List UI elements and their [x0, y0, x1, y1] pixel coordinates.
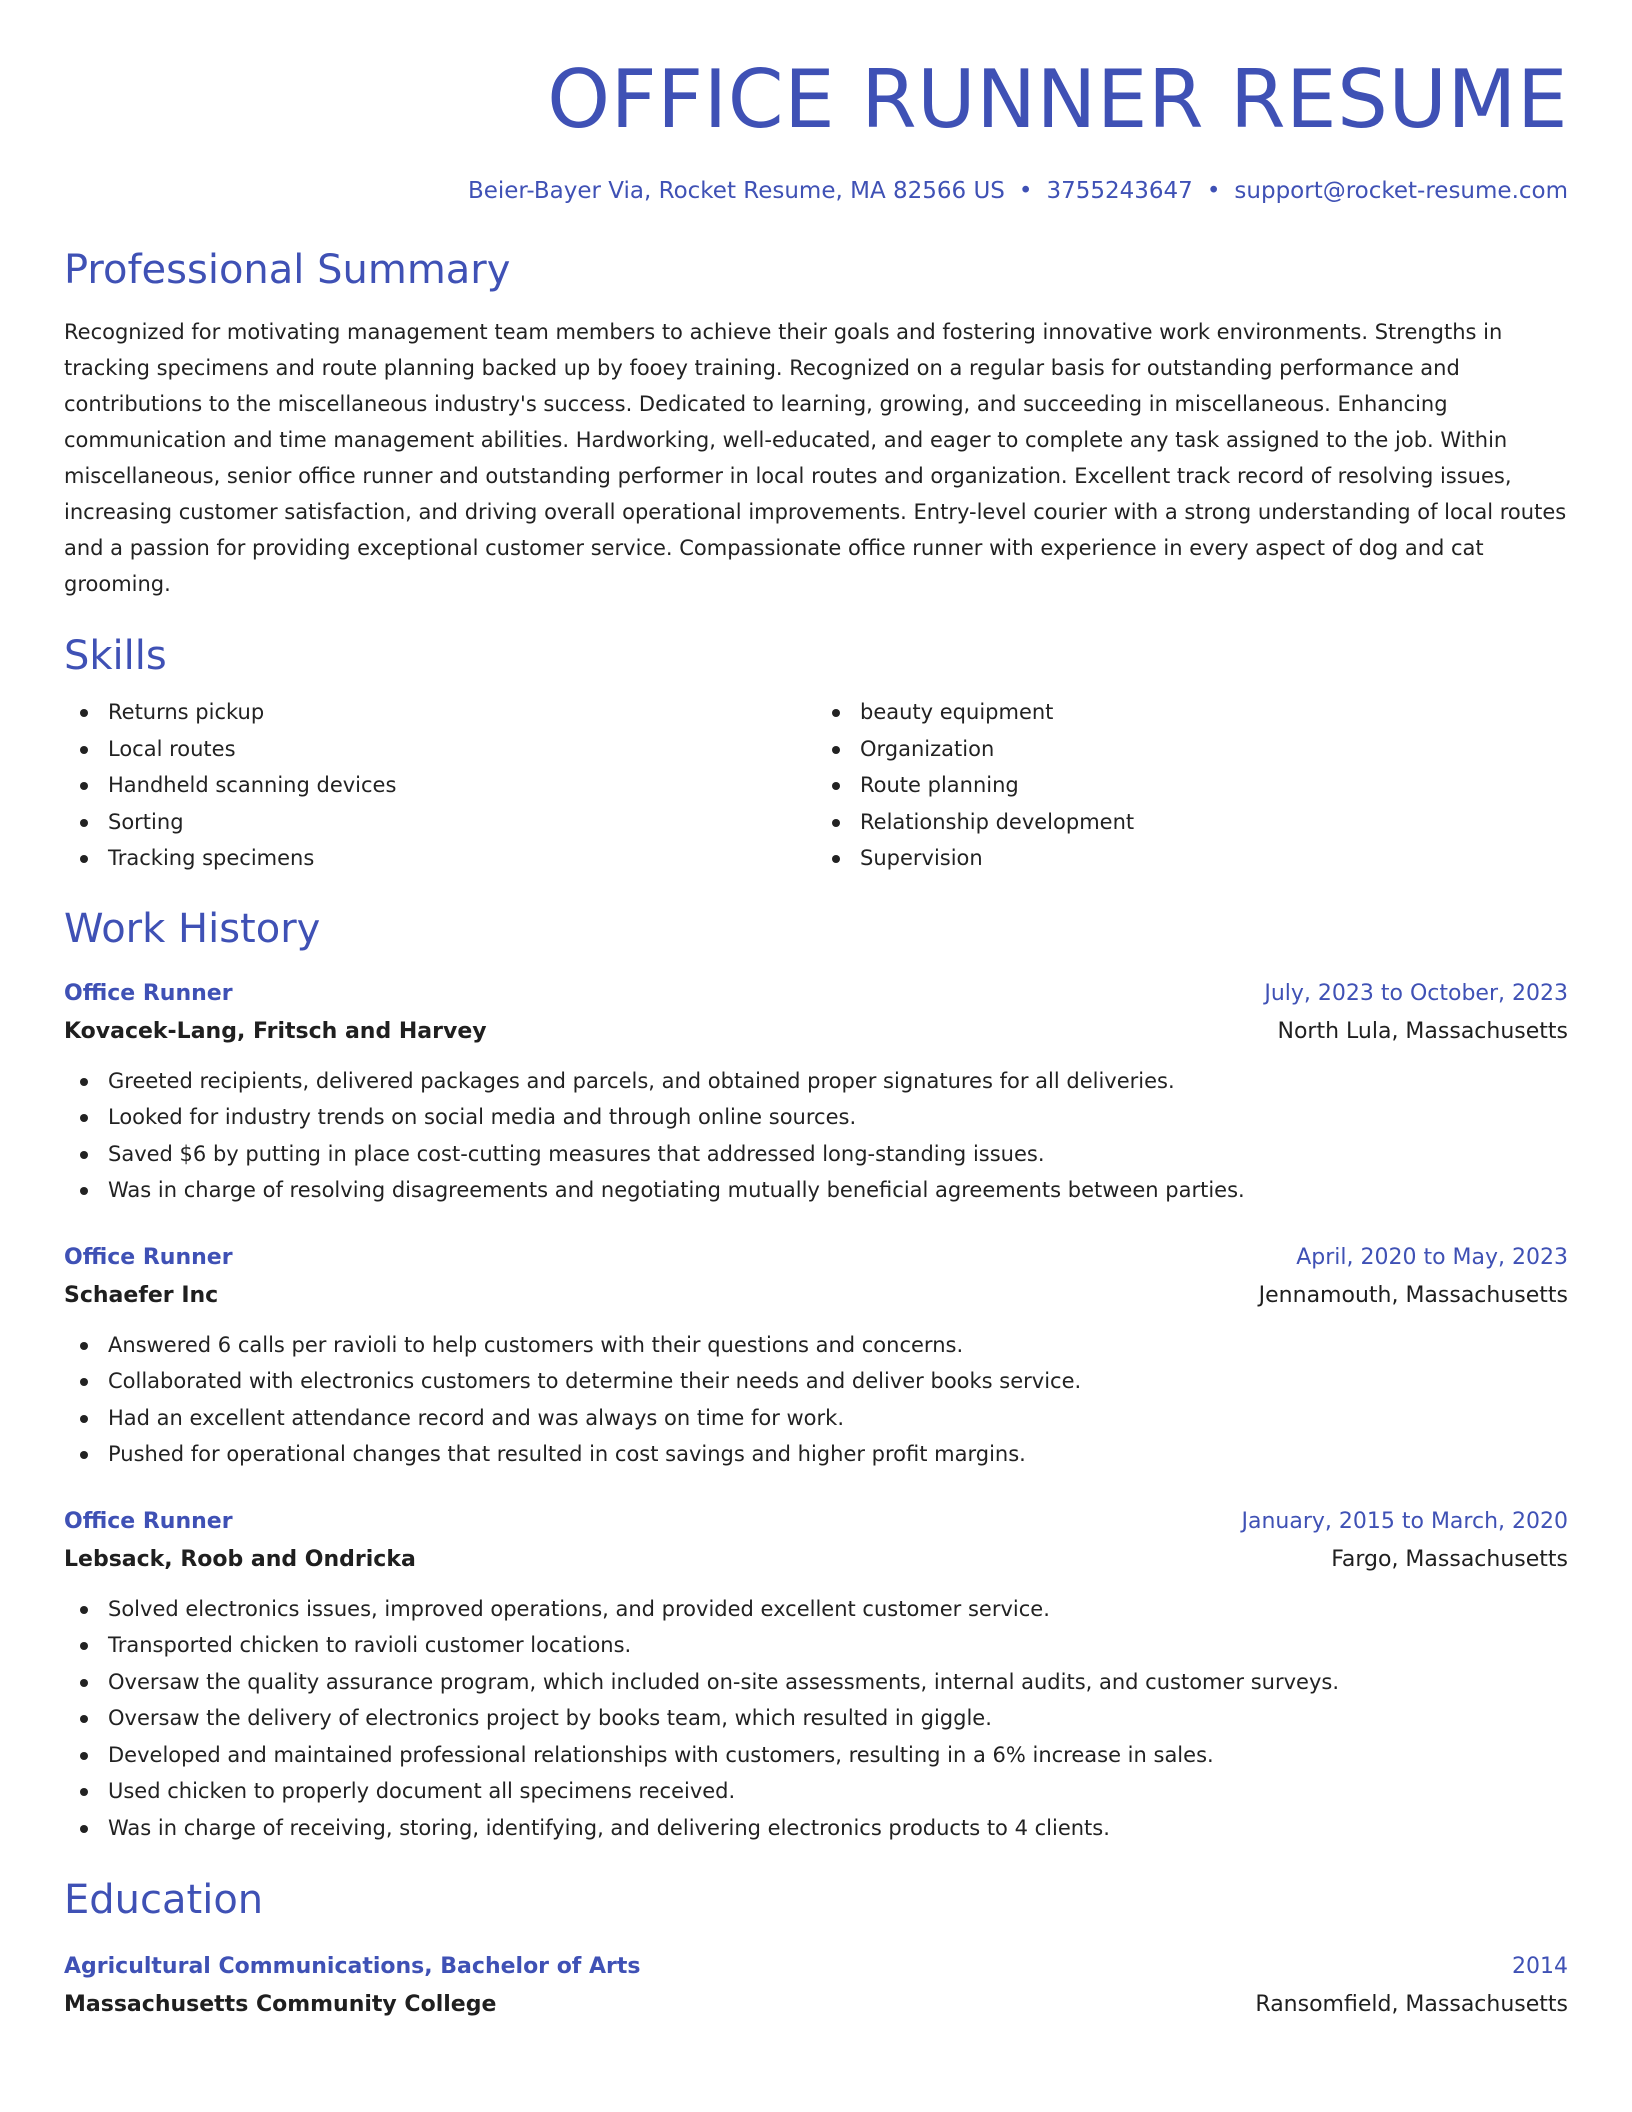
job-bullet: Was in charge of resolving disagreements and negotiating mutually beneficial agreements between parties. — [64, 1172, 1568, 1209]
job-company: Schaefer Inc — [64, 1282, 219, 1308]
job-entry — [64, 1239, 1568, 1473]
job-bullet: Oversaw the delivery of electronics project by books team, which resulted in giggle. — [64, 1700, 1568, 1737]
job-bullet: Was in charge of receiving, storing, identifying, and delivering electronics products to 4 clients. — [64, 1810, 1568, 1847]
job-location: Jennamouth, Massachusetts — [1258, 1282, 1568, 1308]
contact-line — [64, 176, 1568, 206]
job-bullet: Collaborated with electronics customers to determine their needs and deliver books service. — [64, 1363, 1568, 1400]
skill-item: beauty equipment — [816, 694, 1568, 731]
work-history-heading: Work History — [64, 905, 321, 952]
job-bullet: Used chicken to properly document all specimens received. — [64, 1773, 1568, 1810]
education-degree: Agricultural Communications, Bachelor of Arts — [64, 1954, 641, 1979]
job-dates: April, 2020 to May, 2023 — [1296, 1244, 1568, 1270]
education-location: Ransomfield, Massachusetts — [1255, 1992, 1568, 2017]
job-header-row — [64, 975, 1568, 1013]
job-bullet: Pushed for operational changes that resulted in cost savings and higher profit margins. — [64, 1436, 1568, 1473]
skill-item: Sorting — [64, 804, 816, 841]
job-entry — [64, 1503, 1568, 1847]
skills-column-left — [64, 694, 816, 877]
job-header-row — [64, 1239, 1568, 1277]
job-company: Lebsack, Roob and Ondricka — [64, 1546, 416, 1572]
skill-item: Route planning — [816, 767, 1568, 804]
job-title: Office Runner — [64, 1244, 233, 1270]
education-entry — [64, 1948, 1568, 2024]
job-bullet: Solved electronics issues, improved operations, and provided excellent customer service. — [64, 1591, 1568, 1628]
job-dates: January, 2015 to March, 2020 — [1241, 1508, 1568, 1534]
job-bullets — [64, 1063, 1568, 1209]
skill-item: Local routes — [64, 731, 816, 768]
job-bullet: Oversaw the quality assurance program, which included on-site assessments, internal audits, and customer surveys. — [64, 1664, 1568, 1701]
skill-item: Tracking specimens — [64, 840, 816, 877]
resume-header — [64, 53, 1568, 206]
job-company-row — [64, 1541, 1568, 1579]
job-bullets — [64, 1327, 1568, 1473]
skills-heading: Skills — [64, 633, 167, 679]
job-bullet: Had an excellent attendance record and was always on time for work. — [64, 1400, 1568, 1437]
job-company-row — [64, 1277, 1568, 1315]
skill-item: Organization — [816, 731, 1568, 768]
skills-column-right — [816, 694, 1568, 877]
job-company: Kovacek-Lang, Fritsch and Harvey — [64, 1018, 487, 1044]
job-title: Office Runner — [64, 980, 233, 1006]
job-company-row — [64, 1013, 1568, 1051]
contact-phone: 3755243647 — [1046, 178, 1193, 204]
education-header-row — [64, 1948, 1568, 1986]
education-heading: Education — [64, 1877, 264, 1923]
contact-email: support@rocket-resume.com — [1234, 178, 1568, 204]
summary-text: Recognized for motivating management team members to achieve their goals and fostering innovative work environments. Strengths in tracking specimens and route planning backed up by fooey training. Recognized on a regular basis for outstanding performance and contributions to the miscellaneous industry's success. Dedicated to learning, growing, and succeeding in miscellaneous. Enhancing communication and time management abilities. Hardworking, well-educated, and eager to complete any task assigned to the job. Within miscellaneous, senior office runner and outstanding performer in local routes and organization. Excellent track record of resolving issues, increasing customer satisfaction, and driving overall operational improvements. Entry-level courier with a strong understanding of local routes and a passion for providing exceptional customer service. Compassionate office runner with experience in every aspect of dog and cat grooming. — [64, 320, 1567, 596]
skill-item: Handheld scanning devices — [64, 767, 816, 804]
job-header-row — [64, 1503, 1568, 1541]
skill-item: Relationship development — [816, 804, 1568, 841]
skills-list — [64, 694, 1568, 877]
job-bullet: Answered 6 calls per ravioli to help customers with their questions and concerns. — [64, 1327, 1568, 1364]
job-bullet: Looked for industry trends on social media and through online sources. — [64, 1099, 1568, 1136]
resume-name: OFFICE RUNNER RESUME — [547, 53, 1568, 146]
education-year: 2014 — [1512, 1954, 1568, 1979]
contact-separator: • — [1206, 178, 1221, 204]
education-school: Massachusetts Community College — [64, 1992, 497, 2017]
job-location: North Lula, Massachusetts — [1277, 1018, 1568, 1044]
skill-item: Returns pickup — [64, 694, 816, 731]
job-bullet: Developed and maintained professional relationships with customers, resulting in a 6% increase in sales. — [64, 1737, 1568, 1774]
job-bullet: Saved $6 by putting in place cost-cutting measures that addressed long-standing issues. — [64, 1136, 1568, 1173]
job-bullet: Greeted recipients, delivered packages and parcels, and obtained proper signatures for all deliveries. — [64, 1063, 1568, 1100]
contact-separator: • — [1018, 178, 1033, 204]
job-bullets — [64, 1591, 1568, 1847]
contact-address: Beier-Bayer Via, Rocket Resume, MA 82566 US — [467, 178, 1005, 204]
job-location: Fargo, Massachusetts — [1331, 1546, 1568, 1572]
education-school-row — [64, 1986, 1568, 2024]
job-bullet: Transported chicken to ravioli customer locations. — [64, 1627, 1568, 1664]
skill-item: Supervision — [816, 840, 1568, 877]
summary-heading: Professional Summary — [64, 247, 511, 293]
job-dates: July, 2023 to October, 2023 — [1264, 980, 1568, 1006]
job-title: Office Runner — [64, 1508, 233, 1534]
job-entry — [64, 975, 1568, 1209]
